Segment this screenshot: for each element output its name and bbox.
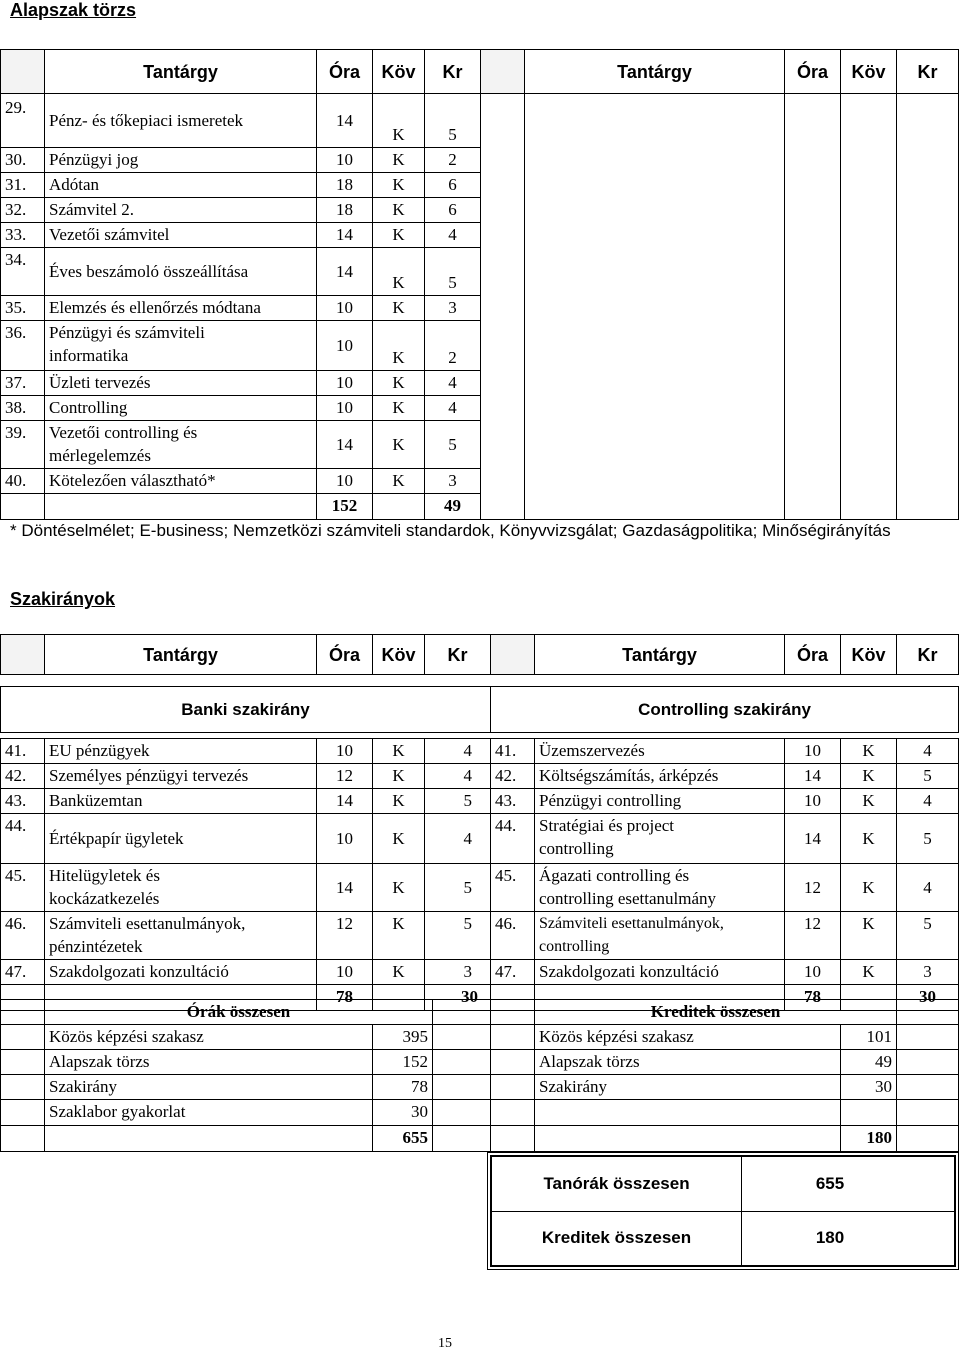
subject-name: Vezetői controlling és mérlegelemzés xyxy=(45,421,317,469)
summary-value: 30 xyxy=(373,1100,433,1126)
table-row xyxy=(1,864,959,912)
row-number: 30. xyxy=(1,148,45,173)
subject-name: Elemzés és ellenőrzés módtana xyxy=(45,296,317,321)
empty-cell xyxy=(433,1000,491,1025)
grand-totals-box xyxy=(487,1152,959,1270)
hours: 14 xyxy=(317,421,373,469)
credits: 4 xyxy=(425,814,491,864)
type: K xyxy=(841,814,897,864)
hours: 12 xyxy=(785,912,841,960)
type: K xyxy=(841,912,897,960)
row-number: 42. xyxy=(491,764,535,789)
credits: 4 xyxy=(897,864,959,912)
header-credits: Kr xyxy=(425,50,481,94)
summary-label: Alapszak törzs xyxy=(45,1050,373,1075)
header-credits: Kr xyxy=(425,635,491,675)
header-subject: Tantárgy xyxy=(45,635,317,675)
row-number: 34. xyxy=(1,248,45,296)
empty-cell xyxy=(491,1100,535,1126)
hours: 12 xyxy=(785,864,841,912)
credits: 5 xyxy=(897,814,959,864)
row-number: 36. xyxy=(1,321,45,371)
header-stub xyxy=(491,635,535,675)
header-type: Köv xyxy=(373,635,425,675)
row-number: 47. xyxy=(1,960,45,985)
type: K xyxy=(373,912,425,960)
hours: 10 xyxy=(317,960,373,985)
type: K xyxy=(373,814,425,864)
empty-cell xyxy=(491,1000,535,1025)
row-number: 39. xyxy=(1,421,45,469)
credits: 4 xyxy=(425,371,481,396)
subject-name: Hitelügyletek és kockázatkezelés xyxy=(45,864,317,912)
type: K xyxy=(373,321,425,371)
hours: 10 xyxy=(317,469,373,494)
empty-cell xyxy=(1,1025,45,1050)
credits: 2 xyxy=(425,148,481,173)
empty-cell xyxy=(433,1075,491,1100)
empty-cell xyxy=(897,1000,959,1025)
empty-cell xyxy=(841,94,897,520)
subject-name: EU pénzügyek xyxy=(45,739,317,764)
hours: 14 xyxy=(317,789,373,814)
summary-value: 30 xyxy=(841,1075,897,1100)
subject-name: Szakdolgozati konzultáció xyxy=(535,960,785,985)
core-subjects-table xyxy=(0,49,959,520)
empty-cell xyxy=(897,1100,959,1126)
credits: 2 xyxy=(425,321,481,371)
table-row xyxy=(1,789,959,814)
header-stub xyxy=(481,50,525,94)
row-number: 43. xyxy=(491,789,535,814)
subject-name: Számviteli esettanulmányok, pénzintézetek xyxy=(45,912,317,960)
empty-cell xyxy=(491,1075,535,1100)
row-number: 40. xyxy=(1,469,45,494)
subject-name: Költségszámítás, árképzés xyxy=(535,764,785,789)
empty-cell xyxy=(433,1050,491,1075)
hours: 14 xyxy=(317,94,373,148)
type: K xyxy=(373,421,425,469)
hours: 10 xyxy=(317,396,373,421)
empty-cell xyxy=(433,1100,491,1126)
subject-name: Személyes pénzügyi tervezés xyxy=(45,764,317,789)
empty-cell xyxy=(491,1126,535,1152)
empty-cell xyxy=(897,1126,959,1152)
summary-value: 49 xyxy=(841,1050,897,1075)
empty-cell xyxy=(1,1050,45,1075)
header-type: Köv xyxy=(841,50,897,94)
subject-name: Üzleti tervezés xyxy=(45,371,317,396)
hours: 10 xyxy=(785,960,841,985)
type: K xyxy=(373,248,425,296)
empty-cell xyxy=(1,494,45,520)
header-subject: Tantárgy xyxy=(45,50,317,94)
summary-row xyxy=(1,1025,959,1050)
credits: 3 xyxy=(425,469,481,494)
header-hours: Óra xyxy=(785,50,841,94)
section-title-core: Alapszak törzs xyxy=(10,0,137,20)
summary-row xyxy=(1,1075,959,1100)
credits-grand-total: 180 xyxy=(841,1126,897,1152)
spacer-row xyxy=(1,675,959,687)
credits: 5 xyxy=(425,94,481,148)
total-hours-value: 655 xyxy=(742,1157,955,1212)
credits: 4 xyxy=(425,739,491,764)
summary-label: Alapszak törzs xyxy=(535,1050,841,1075)
empty-cell xyxy=(45,1126,373,1152)
row-number: 41. xyxy=(491,739,535,764)
subject-name: Szakdolgozati konzultáció xyxy=(45,960,317,985)
hours-grand-total: 655 xyxy=(373,1126,433,1152)
credits: 5 xyxy=(897,912,959,960)
total-credits: 30 xyxy=(897,985,959,1011)
hours: 10 xyxy=(317,321,373,371)
empty-cell xyxy=(1,1100,45,1126)
credits: 4 xyxy=(897,739,959,764)
credits: 4 xyxy=(425,223,481,248)
row-number: 37. xyxy=(1,371,45,396)
summary-label: Közös képzési szakasz xyxy=(535,1025,841,1050)
total-hours-label: Tanórák összesen xyxy=(492,1157,742,1212)
table-row xyxy=(1,764,959,789)
subject-name: Pénz- és tőkepiaci ismeretek xyxy=(45,94,317,148)
credits: 4 xyxy=(425,764,491,789)
header-hours: Óra xyxy=(785,635,841,675)
summary-table xyxy=(0,999,959,1152)
hours: 14 xyxy=(785,814,841,864)
subject-name: Kötelezően választható* xyxy=(45,469,317,494)
row-number: 44. xyxy=(491,814,535,864)
summary-value: 78 xyxy=(373,1075,433,1100)
credits: 6 xyxy=(425,173,481,198)
table-row xyxy=(1,960,959,985)
summary-value: 101 xyxy=(841,1025,897,1050)
subject-name: Éves beszámoló összeállítása xyxy=(45,248,317,296)
type: K xyxy=(841,789,897,814)
empty-cell xyxy=(897,94,959,520)
hours: 14 xyxy=(785,764,841,789)
summary-title-row xyxy=(1,1000,959,1025)
summary-value: 152 xyxy=(373,1050,433,1075)
hours: 18 xyxy=(317,198,373,223)
table-row xyxy=(1,739,959,764)
header-credits: Kr xyxy=(897,635,959,675)
hours: 10 xyxy=(317,296,373,321)
hours: 10 xyxy=(317,814,373,864)
specs-header-row xyxy=(1,635,959,675)
empty-cell xyxy=(373,494,425,520)
hours-summary-title: Órák összesen xyxy=(45,1000,433,1025)
row-number: 47. xyxy=(491,960,535,985)
table-row xyxy=(1,814,959,864)
empty-cell xyxy=(897,1075,959,1100)
credits: 4 xyxy=(425,396,481,421)
hours: 14 xyxy=(317,248,373,296)
subject-name: Pénzügyi jog xyxy=(45,148,317,173)
empty-cell xyxy=(535,1126,841,1152)
type: K xyxy=(373,94,425,148)
subject-name: Pénzügyi és számviteli informatika xyxy=(45,321,317,371)
subject-name: Ágazati controlling és controlling esettanulmány xyxy=(535,864,785,912)
subject-name: Pénzügyi controlling xyxy=(535,789,785,814)
type: K xyxy=(373,739,425,764)
summary-label: Szaklabor gyakorlat xyxy=(45,1100,373,1126)
empty-cell xyxy=(1,1075,45,1100)
header-type: Köv xyxy=(841,635,897,675)
summary-total-row xyxy=(1,1126,959,1152)
hours: 10 xyxy=(317,739,373,764)
hours: 10 xyxy=(317,148,373,173)
type: K xyxy=(373,223,425,248)
empty-cell xyxy=(897,1050,959,1075)
header-type: Köv xyxy=(373,50,425,94)
spacer xyxy=(1,675,959,687)
row-number: 44. xyxy=(1,814,45,864)
row-number: 46. xyxy=(1,912,45,960)
type: K xyxy=(373,148,425,173)
type: K xyxy=(373,198,425,223)
row-number: 29. xyxy=(1,94,45,148)
header-stub xyxy=(1,50,45,94)
footnote: * Döntéselmélet; E-business; Nemzetközi számviteli standardok, Könyvvizsgálat; Gazdaságpolitika; Minőségirányítás xyxy=(10,521,891,540)
specializations-table xyxy=(0,634,959,1011)
credits: 5 xyxy=(897,764,959,789)
type: K xyxy=(373,173,425,198)
banking-track-title: Banki szakirány xyxy=(1,687,491,733)
row-number: 35. xyxy=(1,296,45,321)
header-subject: Tantárgy xyxy=(535,635,785,675)
hours: 14 xyxy=(317,864,373,912)
table-row xyxy=(1,912,959,960)
table-row xyxy=(1,94,959,148)
summary-label: Szakirány xyxy=(535,1075,841,1100)
type: K xyxy=(373,864,425,912)
total-hours: 78 xyxy=(785,985,841,1011)
total-hours: 78 xyxy=(317,985,373,1011)
grand-row xyxy=(492,1157,955,1212)
empty-cell xyxy=(433,1025,491,1050)
hours: 10 xyxy=(785,789,841,814)
credits-summary-title: Kreditek összesen xyxy=(535,1000,897,1025)
credits: 5 xyxy=(425,912,491,960)
row-number: 32. xyxy=(1,198,45,223)
track-title-row xyxy=(1,687,959,733)
subject-name: Számvitel 2. xyxy=(45,198,317,223)
subject-name: Adótan xyxy=(45,173,317,198)
header-credits: Kr xyxy=(897,50,959,94)
subject-name: Vezetői számvitel xyxy=(45,223,317,248)
type: K xyxy=(373,396,425,421)
grand-row xyxy=(492,1211,955,1266)
empty-cell xyxy=(433,1126,491,1152)
grand-totals-table xyxy=(491,1156,955,1266)
summary-row xyxy=(1,1100,959,1126)
hours: 12 xyxy=(317,764,373,789)
empty-cell xyxy=(491,1050,535,1075)
subject-name: Értékpapír ügyletek xyxy=(45,814,317,864)
header-hours: Óra xyxy=(317,50,373,94)
credits: 3 xyxy=(425,960,491,985)
total-credits-value: 180 xyxy=(742,1211,955,1266)
type: K xyxy=(373,296,425,321)
header-stub xyxy=(1,635,45,675)
empty-cell xyxy=(45,494,317,520)
type: K xyxy=(841,739,897,764)
controlling-track-title: Controlling szakirány xyxy=(491,687,959,733)
row-number: 31. xyxy=(1,173,45,198)
empty-cell xyxy=(525,94,785,520)
page-number: 15 xyxy=(438,1336,452,1351)
credits: 5 xyxy=(425,864,491,912)
type: K xyxy=(841,864,897,912)
empty-cell xyxy=(897,1025,959,1050)
summary-value: 395 xyxy=(373,1025,433,1050)
credits: 5 xyxy=(425,421,481,469)
hours: 10 xyxy=(785,739,841,764)
row-number: 45. xyxy=(491,864,535,912)
empty-cell xyxy=(785,94,841,520)
row-number: 45. xyxy=(1,864,45,912)
total-hours: 152 xyxy=(317,494,373,520)
header-hours: Óra xyxy=(317,635,373,675)
summary-label: Közös képzési szakasz xyxy=(45,1025,373,1050)
empty-cell xyxy=(535,1100,841,1126)
subject-name: Üzemszervezés xyxy=(535,739,785,764)
subject-name: Banküzemtan xyxy=(45,789,317,814)
row-number: 33. xyxy=(1,223,45,248)
credits: 6 xyxy=(425,198,481,223)
credits: 5 xyxy=(425,248,481,296)
total-credits: 49 xyxy=(425,494,481,520)
subject-name: Számviteli esettanulmányok, controlling xyxy=(535,912,785,960)
empty-cell xyxy=(841,1100,897,1126)
empty-cell xyxy=(481,94,525,520)
section-title-specs: Szakirányok xyxy=(10,589,116,609)
credits: 3 xyxy=(425,296,481,321)
type: K xyxy=(373,960,425,985)
empty-cell xyxy=(1,1126,45,1152)
hours: 10 xyxy=(317,371,373,396)
subject-name: Controlling xyxy=(45,396,317,421)
type: K xyxy=(373,469,425,494)
type: K xyxy=(373,764,425,789)
empty-cell xyxy=(491,1025,535,1050)
row-number: 43. xyxy=(1,789,45,814)
total-credits: 30 xyxy=(425,985,491,1011)
credits: 5 xyxy=(425,789,491,814)
hours: 18 xyxy=(317,173,373,198)
type: K xyxy=(841,764,897,789)
row-number: 46. xyxy=(491,912,535,960)
type: K xyxy=(373,789,425,814)
empty-cell xyxy=(1,1000,45,1025)
hours: 14 xyxy=(317,223,373,248)
row-number: 38. xyxy=(1,396,45,421)
total-credits-label: Kreditek összesen xyxy=(492,1211,742,1266)
row-number: 42. xyxy=(1,764,45,789)
header-subject: Tantárgy xyxy=(525,50,785,94)
summary-label: Szakirány xyxy=(45,1075,373,1100)
core-header-row xyxy=(1,50,959,94)
subject-name: Stratégiai és project controlling xyxy=(535,814,785,864)
hours: 12 xyxy=(317,912,373,960)
row-number: 41. xyxy=(1,739,45,764)
type: K xyxy=(841,960,897,985)
summary-row xyxy=(1,1050,959,1075)
type: K xyxy=(373,371,425,396)
credits: 3 xyxy=(897,960,959,985)
credits: 4 xyxy=(897,789,959,814)
